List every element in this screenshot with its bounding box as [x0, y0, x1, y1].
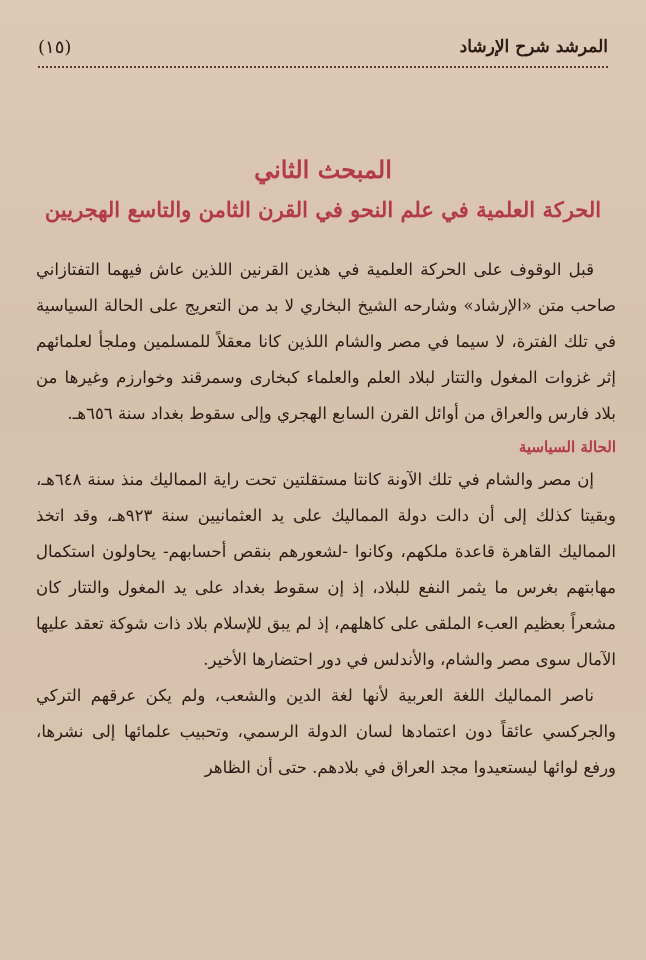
subheading-political-situation: الحالة السياسية	[518, 438, 616, 456]
paragraph-1: قبل الوقوف على الحركة العلمية في هذين القرنين اللذين عاش فيهما التفتازاني صاحب متن «الإرشاد» وشارحه الشيخ البخاري لا بد من التعريج على الحالة السياسية في تلك الفترة، لا سيما في مصر والشام اللذين كانا معقلاً للمسلمين وملجأ لعلمائهم إثر غزوات المغول والتتار لبلاد العلم والعلماء كبخارى وسمرقند وخوارزم وغيرها من بلاد فارس والعراق من أوائل القرن السابع الهجري وإلى سقوط بغداد سنة ٦٥٦هـ.	[36, 260, 616, 423]
page-header	[38, 30, 608, 64]
header-divider	[38, 66, 608, 68]
section-headings	[20, 150, 626, 230]
paragraph-2: إن مصر والشام في تلك الآونة كانتا مستقلتين تحت راية المماليك منذ سنة ٦٤٨هـ، وبقيتا كذلك إلى أن دالت دولة المماليك على يد العثمانيين سنة ٩٢٣هـ، وقد اتخذ المماليك القاهرة قاعدة ملكهم، وكانوا -لشعورهم بنقص أحسابهم- يحاولون استكمال مهابتهم بغرس ما يثمر النفع للبلاد، إذ إن سقوط بغداد على يد المغول والتتار كان مشعراً بعظيم العبء الملقى على كاهلهم، إذ لم يبق للإسلام بلاد ذات شوكة تعقد عليها الآمال سوى مصر والشام، والأندلس في دور احتضارها الأخير.	[36, 470, 617, 669]
section-title: المبحث الثاني	[254, 155, 392, 184]
paragraph-3: ناصر المماليك اللغة العربية لأنها لغة الدين والشعب، ولم يكن عرقهم التركي والجركسي عائقاً دون اعتمادها لسان الدولة الرسمي، وتحبيب علمائها إلى نشرها، ورفع لوائها ليستعيدوا مجد العراق في بلادهم. حتى أن الظاهر	[36, 686, 616, 777]
page-number: (١٥)	[38, 36, 72, 58]
body-text	[36, 252, 616, 786]
running-title: المرشد شرح الإرشاد	[459, 37, 608, 57]
section-subtitle: الحركة العلمية في علم النحو في القرن الثامن والتاسع الهجريين	[44, 197, 602, 222]
